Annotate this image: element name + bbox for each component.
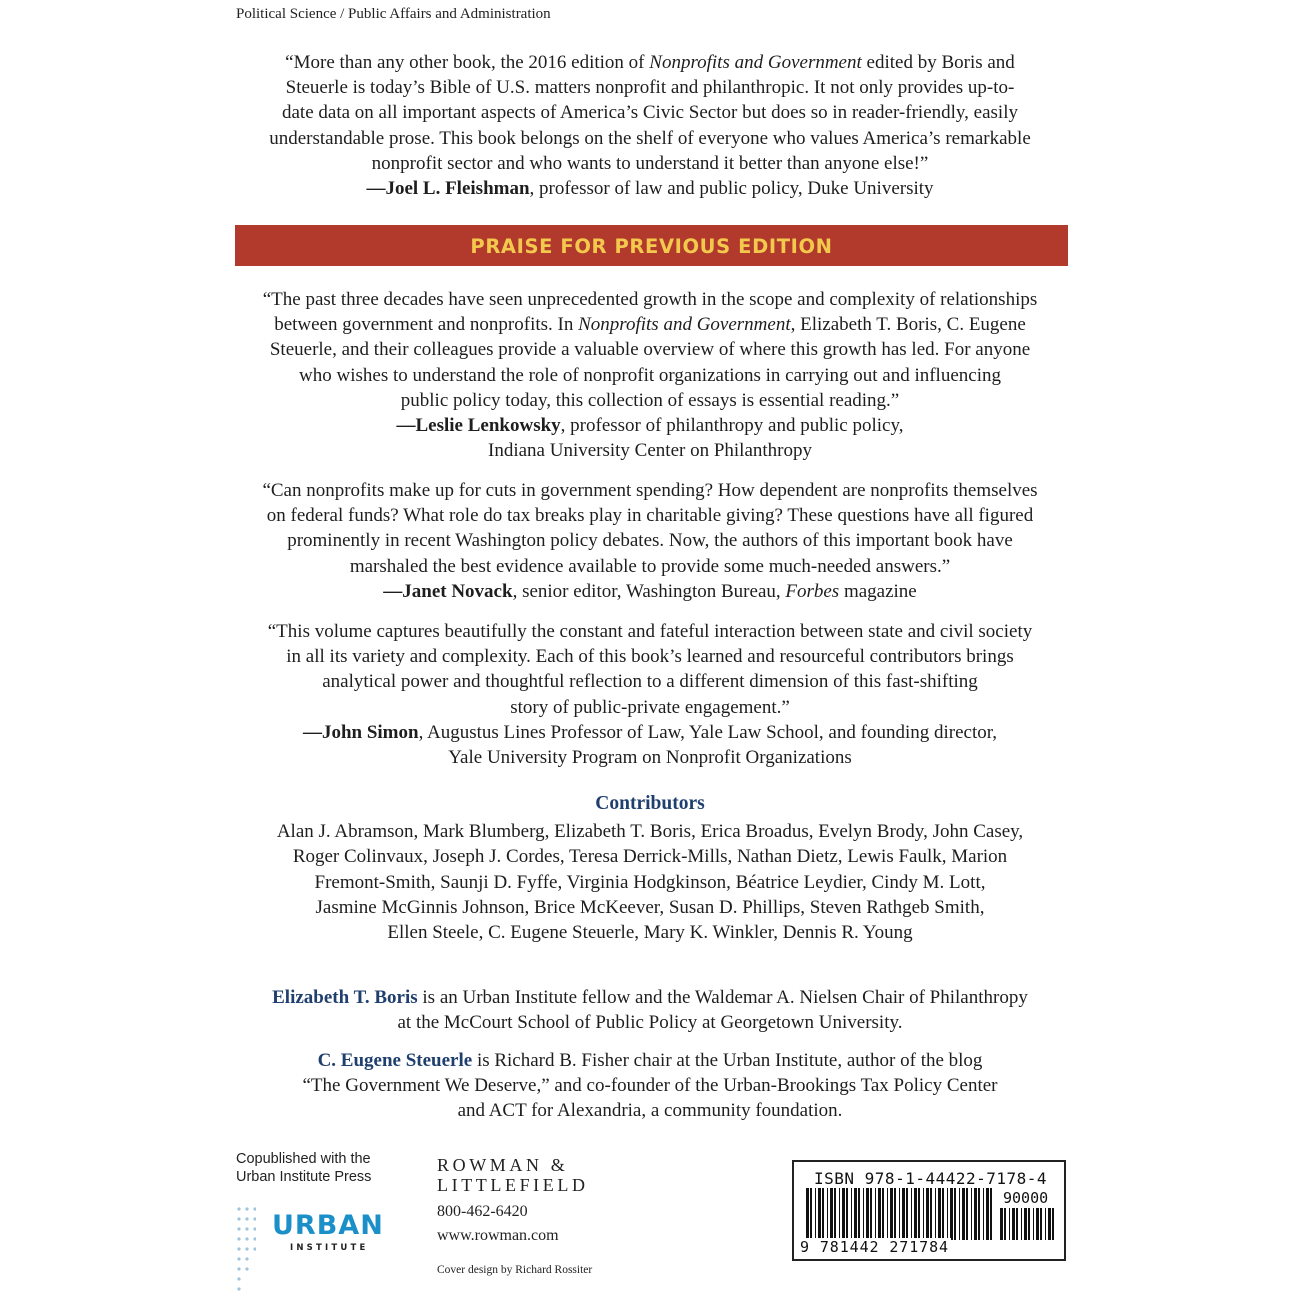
quote-text: understandable prose. This book belongs on the shelf of everyone who values America’s remarkable [269,127,1031,149]
publisher-line: LITTLEFIELD [437,1175,589,1195]
barcode-main-icon [806,1188,996,1240]
attribution-name: —Janet Novack [383,580,513,602]
quote-text: marshaled the best evidence available to provide some much-needed answers.” [349,555,951,577]
attribution-name: —Joel L. Fleishman [366,178,530,200]
quote-simon [225,619,1075,770]
banner-label: PRAISE FOR PREVIOUS EDITION [470,235,833,258]
barcode-digits: 9 781442 271784 [800,1238,949,1256]
price-code: 90000 [1003,1189,1049,1207]
publisher-phone: 800-462-6420 [437,1203,528,1220]
quote-text: nonprofit sector and who wants to understand it better than anyone else!” [371,152,929,174]
attribution-name: —John Simon [302,721,419,743]
urban-logo-subword: INSTITUTE [290,1243,369,1253]
quote-text: analytical power and thoughtful reflection to a different dimension of this fast-shifting [322,671,978,693]
attribution-title: magazine [839,580,917,602]
contributors-line: Ellen Steele, C. Eugene Steuerle, Mary K. Winkler, Dennis R. Young [387,922,913,944]
attribution-title: , Augustus Lines Professor of Law, Yale Law School, and founding director, [418,721,998,743]
contributors-heading: Contributors [595,793,705,814]
top-quote [225,50,1075,201]
quote-text: Steuerle, and their colleagues provide a valuable overview of where this growth has led. For anyone [269,339,1031,361]
bio-text: is an Urban Institute fellow and the Waldemar A. Nielsen Chair of Philanthropy [417,987,1028,1008]
quote-text: “More than any other book, the 2016 edition of [285,52,650,73]
quote-novack [225,478,1075,604]
publisher-logo [437,1155,589,1195]
bio-text: “The Government We Deserve,” and co-founder of the Urban-Brookings Tax Policy Center [302,1075,998,1097]
bio-name: Elizabeth T. Boris [272,987,418,1008]
quote-attribution [225,720,1075,745]
praise-banner [235,225,1068,266]
quote-text: between government and nonprofits. In [274,314,579,336]
book-title: Nonprofits and Government [578,314,791,336]
urban-logo-word: URBAN [272,1210,384,1241]
quote-text: on federal funds? What role do tax breaks play in charitable giving? These questions have all figured [266,505,1034,527]
attribution-affiliation: Yale University Program on Nonprofit Organizations [448,747,852,769]
isbn-label: ISBN 978-1-44422-7178-4 [814,1169,1048,1188]
copublisher-line: Copublished with the [236,1151,371,1167]
category-label: Political Science / Public Affairs and Administration [236,6,551,22]
quote-text: in all its variety and complexity. Each of this book’s learned and resourceful contributors brings [286,646,1014,668]
quote-text: “This volume captures beautifully the constant and fateful interaction between state and civil society [267,621,1033,642]
publisher-website: www.rowman.com [437,1227,559,1244]
book-title: Nonprofits and Government [649,52,862,73]
quote-text: , Elizabeth T. Boris, C. Eugene [790,314,1026,336]
attribution-title: , professor of philanthropy and public policy, [560,415,904,437]
copublisher-line: Urban Institute Press [236,1169,372,1185]
quote-text: date data on all important aspects of America’s Civic Sector but does so in reader-friendly, easily [282,102,1018,124]
attribution-title: , professor of law and public policy, Duke University [529,178,934,200]
quote-lenkowsky [225,287,1075,463]
bio-steuerle [225,1048,1075,1124]
quote-text: prominently in recent Washington policy debates. Now, the authors of this important book have [287,530,1013,552]
quote-text: who wishes to understand the role of nonprofit organizations in carrying out and influencing [299,364,1001,386]
contributors-line: Alan J. Abramson, Mark Blumberg, Elizabeth T. Boris, Erica Broadus, Evelyn Brody, John Casey, [276,821,1024,842]
bio-text: is Richard B. Fisher chair at the Urban Institute, author of the blog [472,1050,983,1071]
barcode-addon-icon [1000,1208,1056,1240]
quote-text: “The past three decades have seen unprecedented growth in the scope and complexity of relationships [262,289,1038,310]
quote-text: story of public-private engagement.” [510,696,790,718]
quote-text: edited by Boris and [861,52,1015,73]
quote-attribution [225,176,1075,201]
attribution-affiliation: Indiana University Center on Philanthropy [488,440,812,462]
quote-attribution [225,579,1075,604]
quote-text: Steuerle is today’s Bible of U.S. matters nonprofit and philanthropic. It not only provides up-to- [285,77,1015,99]
contributors-list [230,819,1070,945]
publisher-line: ROWMAN & [437,1155,569,1175]
quote-text: public policy today, this collection of essays is essential reading.” [400,389,900,411]
bio-text: and ACT for Alexandria, a community foundation. [457,1100,843,1122]
contributors-line: Roger Colinvaux, Joseph J. Cordes, Teresa Derrick-Mills, Nathan Dietz, Lewis Faulk, Marion [292,846,1008,868]
attribution-title: , senior editor, Washington Bureau, [512,580,786,602]
quote-attribution [225,413,1075,438]
urban-dots-icon [236,1205,256,1295]
copublisher-note [236,1150,371,1186]
quote-text: “Can nonprofits make up for cuts in government spending? How dependent are nonprofits themselves [262,480,1038,501]
attribution-name: —Leslie Lenkowsky [396,415,561,437]
cover-design-credit: Cover design by Richard Rossiter [437,1264,593,1276]
contributors-line: Jasmine McGinnis Johnson, Brice McKeever, Susan D. Phillips, Steven Rathgeb Smith, [315,896,985,918]
publication-name: Forbes [785,580,840,602]
bio-name: C. Eugene Steuerle [317,1050,473,1071]
bio-boris [225,985,1075,1035]
bio-text: at the McCourt School of Public Policy at Georgetown University. [397,1012,903,1034]
contributors-line: Fremont-Smith, Saunji D. Fyffe, Virginia Hodgkinson, Béatrice Leydier, Cindy M. Lott, [314,871,986,893]
